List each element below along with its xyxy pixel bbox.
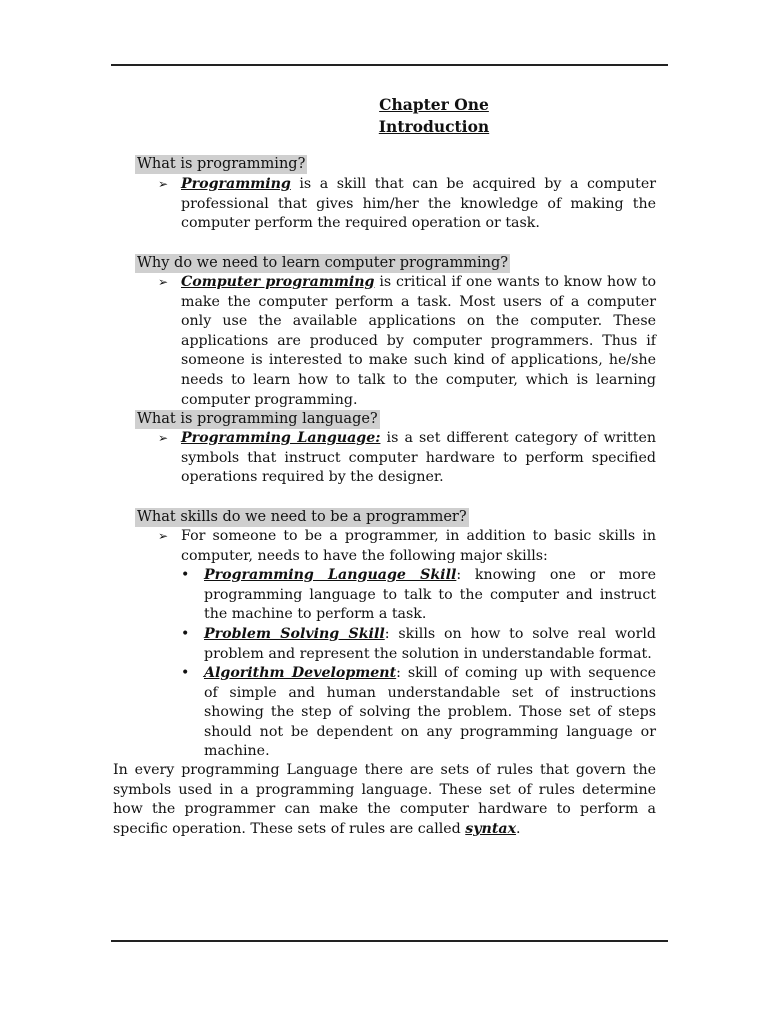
definition-item (158, 175, 656, 234)
chapter-titles (0, 94, 768, 138)
bullet-dot-icon: • (181, 665, 190, 681)
arrow-bullet-icon: ➢ (158, 529, 169, 543)
chapter-label: Chapter One (379, 95, 489, 114)
definition-item (158, 429, 656, 488)
chapter-title: Introduction (378, 117, 490, 136)
definition-text: is critical if one wants to know how to make the computer perform a task. Most users of a computer only use the available applications on the computer. These applications are produced by computer programmers. Thus if someone is interested to make such kind of applications, he/she needs to learn how to talk to the computer, which is learning computer programming. (181, 274, 656, 408)
skill-item (181, 625, 656, 664)
definition-text: is a skill that can be acquired by a computer professional that gives him/her the knowledge of making the computer perform the required operation or task. (181, 176, 656, 232)
skill-text: : skills on how to solve real world problem and represent the solution in understandable format. (204, 626, 657, 662)
skill-term: Problem Solving Skill (204, 626, 385, 642)
defined-term: Computer programming (181, 274, 375, 290)
skill-item (181, 664, 656, 762)
defined-term: Programming (181, 176, 291, 192)
defined-term: Programming Language: (181, 430, 381, 446)
bottom-rule (111, 940, 668, 942)
section-heading: What skills do we need to be a programmer? (137, 509, 467, 525)
skill-term: Algorithm Development (204, 665, 397, 681)
section-heading: What is programming? (137, 156, 306, 172)
top-rule (111, 64, 668, 66)
definition-item (158, 273, 656, 410)
intro-item (158, 527, 656, 566)
section-heading: What is programming language? (137, 411, 378, 427)
closing-text: In every programming Language there are sets of rules that govern the symbols used in a programming language. These set of rules determine how the programmer can make the computer hardware to perform a specific operation. These sets of rules are called (113, 762, 656, 837)
definition-text: is a set different category of written symbols that instruct computer hardware to perform specified operations required by the designer. (181, 430, 656, 486)
section-heading: Why do we need to learn computer programming? (137, 255, 509, 271)
closing-paragraph (113, 761, 656, 839)
arrow-bullet-icon: ➢ (158, 275, 169, 289)
syntax-term: syntax (465, 820, 517, 837)
intro-text: For someone to be a programmer, in addition to basic skills in computer, needs to have the following major skills: (181, 528, 656, 564)
bullet-dot-icon: • (181, 626, 190, 642)
closing-end: . (516, 820, 521, 837)
skill-text: : skill of coming up with sequence of simple and human understandable set of instructions showing the step of solving the problem. Those set of steps should not be dependent on any programming language or machine. (204, 665, 656, 760)
skill-term: Programming Language Skill (204, 567, 457, 583)
arrow-bullet-icon: ➢ (158, 177, 169, 191)
arrow-bullet-icon: ➢ (158, 431, 169, 445)
bullet-dot-icon: • (181, 567, 190, 583)
skill-text: : knowing one or more programming language to talk to the computer and instruct the machine to perform a task. (204, 567, 656, 623)
skill-item (181, 566, 656, 625)
